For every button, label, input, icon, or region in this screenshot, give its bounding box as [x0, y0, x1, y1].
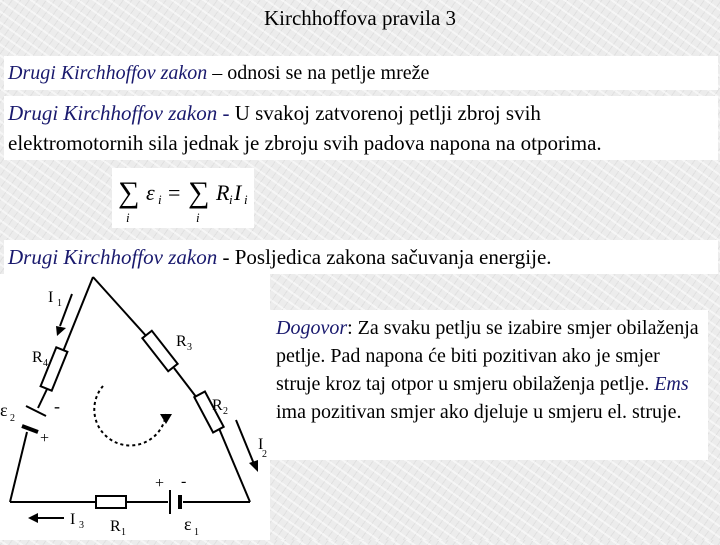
current-i2-arrow: [236, 420, 254, 464]
arrow-head-icon: [28, 513, 38, 523]
label-i1: I: [48, 289, 54, 306]
label-i2-sub: 2: [262, 449, 267, 460]
label-i1-sub: 1: [57, 298, 62, 309]
note-term: Dogovor: [276, 317, 348, 339]
wire: [93, 277, 148, 338]
label-i3: I: [70, 511, 76, 528]
label-e1: ε: [184, 514, 192, 534]
label-r3-sub: 3: [187, 342, 192, 353]
index-i: i: [229, 192, 233, 207]
circuit-diagram: [0, 274, 270, 540]
note-text-2: ima pozitivan smjer ako djeluje u smjeru el. struje.: [276, 401, 682, 423]
battery-e2-plate: [22, 426, 38, 432]
label-e2: ε: [0, 400, 8, 420]
resistor-r1: [96, 496, 126, 508]
law-statement-text-2: elektromotornih sila jednak je zbroju svih padova napona na otporima.: [8, 131, 602, 155]
index-i: i: [244, 192, 248, 207]
wire: [38, 387, 48, 408]
label-i3-sub: 3: [79, 520, 84, 531]
convention-note: [270, 310, 708, 460]
label-e1-minus: -: [181, 473, 187, 490]
sum-symbol: ∑: [118, 176, 140, 209]
sum-index-i: i: [126, 210, 130, 225]
note-text: : Za svaku petlju se izabire smjer obilaženja petlje. Pad napona će biti pozitivan ako je smjer struje kroz taj otpor u smjeru obilaženja petlje.: [276, 317, 699, 395]
note-term-ems: Ems: [654, 373, 689, 395]
law-consequence: [4, 240, 718, 274]
law-statement: [4, 96, 718, 160]
battery-e2-plate: [26, 406, 46, 416]
wire: [10, 432, 27, 502]
label-e1-sub: 1: [194, 527, 199, 538]
label-r2: R: [212, 397, 223, 414]
label-r4-sub: 4: [43, 358, 48, 369]
kirchhoff-formula: [112, 168, 254, 228]
wire: [62, 277, 93, 354]
label-e2-plus: +: [40, 430, 50, 447]
arrow-head-icon: [56, 326, 66, 336]
sum-index-i: i: [196, 210, 200, 225]
resistor-r4: [41, 347, 68, 390]
law-name: Drugi Kirchhoffov zakon: [8, 245, 218, 269]
formula-graphic: [112, 168, 254, 228]
current-symbol: I: [234, 180, 242, 205]
loop-direction-arrow: [94, 386, 166, 445]
arrow-head-icon: [249, 460, 258, 472]
law-intro-text: – odnosi se na petlje mreže: [207, 62, 430, 84]
slide-title: Kirchhoffova pravila 3: [263, 6, 457, 30]
label-r3: R: [176, 333, 187, 350]
label-r2-sub: 2: [223, 406, 228, 417]
label-e2-sub: 2: [10, 413, 15, 424]
law-statement-text: U svakoj zatvorenoj petlji zbroj svih: [229, 101, 541, 125]
law-intro-line: [4, 56, 718, 90]
resistor-r3: [142, 331, 177, 371]
resistance-symbol: R: [216, 180, 230, 205]
equals-sign: =: [168, 180, 181, 205]
label-i2: I: [258, 436, 264, 453]
label-r1-sub: 1: [121, 527, 126, 538]
label-r4: R: [32, 349, 43, 366]
law-consequence-text: - Posljedica zakona sačuvanja energije.: [217, 245, 552, 269]
sum-symbol: ∑: [188, 176, 210, 209]
index-i: i: [158, 192, 162, 207]
law-name: Drugi Kirchhoffov zakon: [8, 62, 208, 84]
epsilon-symbol: ε: [146, 180, 155, 205]
law-name: Drugi Kirchhoffov zakon -: [8, 101, 230, 125]
arrow-head-icon: [160, 414, 172, 424]
label-e1-plus: +: [155, 475, 165, 492]
label-r1: R: [110, 518, 121, 535]
wire: [218, 426, 250, 502]
circuit-graphic: [0, 274, 270, 540]
label-e2-minus: -: [54, 396, 60, 416]
